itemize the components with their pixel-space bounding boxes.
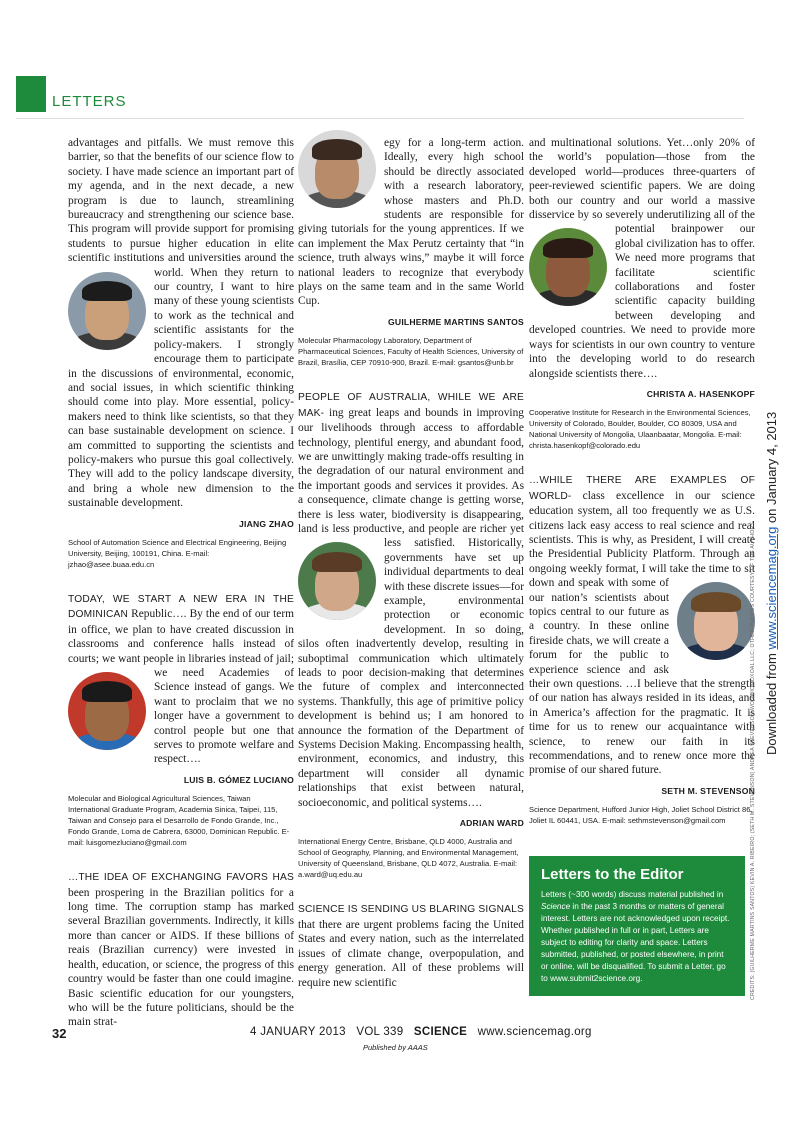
letters-info-box	[529, 856, 745, 996]
letter-lead-in: SCIENCE IS SENDING US BLARING SIGNALS	[298, 904, 524, 916]
author-byline: ADRIAN WARD	[459, 818, 524, 829]
column-2	[298, 136, 524, 990]
letter-text: less satisfied. Historically, governments have set up individual departments to deal with these discrete issues—for example, environmental protection or economic development. In so doing, silos often inadvertently develop, resulting in suboptimal communication which ultimately leads to poor decision-making that determines the future of complex and interconnected systems. Thankfully, this age of primitive policy development is behind us; I am honored to announce the formation of the Department of Systems Decision Making. Encompassing health, environment, economics, and industry, this department will consider all dynamic relationships that exist between natural, socioeconomic, and political systems….	[298, 537, 524, 809]
author-affiliation: Molecular and Biological Agricultural Sciences, Taiwan International Graduate Program, Academia Sinica, Taipei, 115, Taiwan and Consejo para el Desarrollo de Fondo Grande, Inc., Fondo Grande, Loma de Cabrera, 63000, Dominican Republic. E-mail: luisgomezluciano@gmail.com	[68, 794, 290, 848]
author-affiliation: Cooperative Institute for Research in the Environmental Sciences, University of Colorado, Boulder, Boulder, CO 80309, USA and National University of Mongolia, Ulaanbaatar, Mongolia. E-mail: christa.hasenkopf@colorado.edu	[529, 408, 751, 451]
author-affiliation: School of Automation Science and Electrical Engineering, Beijing University, Beijing, 100191, China. E-mail: jzhao@asee.buaa.edu.cn	[68, 537, 287, 569]
letter-text: all of the potential brainpower our global civilization has to offer. We need more programs that facilitate scientific collaborations and foster scientific capacity building between developing and developed countries. We need to provide more ways for scientists in our own country to venture into the developing world to do research alongside scientists there….	[529, 209, 755, 380]
photo-credits: CREDITS: (GUILHERME MARTINS SANTOS) KEVIN A. RIBEIRO; (SETH M. STEVENSON) ANDREA STEVENSON-WON/BIOMOXOAL LLC; OTHER PHOTOS COURTESY OF THE AUTHORS	[750, 521, 756, 1000]
letters-info-title: Letters to the Editor	[541, 866, 684, 883]
author-byline: SETH M. STEVENSON	[661, 785, 755, 796]
letter-text: class excellence in our science education system, all too frequently we as U.S. citizens lack easy access to real science and real scientists. This is why, as President, I will create the Presidential Publicity Platform. Through an ongoing weekly format, I will take the time to sit down and speak with	[529, 489, 755, 590]
letter-lead-in: TODAY, WE START A NEW ERA IN THE DOMINICAN	[68, 593, 294, 621]
author-photo-seth-stevenson	[677, 582, 755, 660]
letter-text: that there are urgent problems facing the United States and every nation, such as the interrelated issues of climate change, overpopulation, and energy generation. All of these problems will require new scientific	[298, 918, 524, 989]
header-divider	[16, 118, 744, 119]
letter-lead-in: …WHILE THERE ARE EXAMPLES OF WORLD-	[529, 475, 755, 502]
section-marker	[16, 76, 46, 112]
letter-text: need Academies of Science instead of gangs. We want to proclaim that we no longer have a government to control people but one that serves to promote welfare and respect….	[154, 667, 294, 766]
author-affiliation: Science Department, Hufford Junior High, Joliet School District 86, Joliet IL 60441, USA. E-mail: sethmstevenson@gmail.com	[529, 805, 753, 826]
letter-text: ing great leaps and bounds in improving our livelihoods through access to affordable technology, plentiful energy, and abundant food, we are unwittingly making trade-offs resulting in the degradation of our natural environment and the important goods and services it provides. As a consequence, climate change is getting worse, there is less water, biodiversity is disappearing, land is less productive, and people are richer yet	[298, 406, 524, 535]
letter-text: egy for a long-term action. Ideally, every high school should be directly associated with a research laboratory, whose masters and Ph.D. students are responsible for giving tutorials for the young apprentices. If we can implement the Max Perutz certainty that “in science, truth always wins,” maybe it will force national leaders to recognize that everybody plays on the same team and in the same World Cup.	[298, 137, 524, 308]
author-photo-jiang-zhao	[68, 272, 146, 350]
author-byline: LUIS B. GÓMEZ LUCIANO	[183, 774, 294, 785]
author-byline: JIANG ZHAO	[239, 518, 294, 529]
issue-info: 4 JANUARY 2013 VOL 339 SCIENCE www.sciencemag.org	[250, 1026, 592, 1038]
section-title: LETTERS	[52, 93, 127, 110]
author-affiliation: Molecular Pharmacology Laboratory, Department of Pharmaceutical Sciences, Faculty of Health Sciences, University of Brazil, Brasília, CEP 70910-900, Brazil. E-mail: gsantos@unb.br	[298, 336, 524, 368]
letter-text: Republic…. By the end of our term in office, we plan to have created discussion in classrooms and conference halls instead of courts; we want people in libraries instead of jail; we	[68, 608, 294, 679]
author-affiliation: International Energy Centre, Brisbane, QLD 4000, Australia and School of Geography, Planning, and Environmental Management, University of Queensland, Brisbane, QLD 4072, Australia. E-mail: a.ward@uq.edu.au	[298, 837, 519, 880]
column-1	[68, 136, 294, 1030]
letter-text: been prospering in the Brazilian politics for a long time. The corruption stamp has marked several Brazilian governments. Indirectly, it kills more than cancer or AIDS. If these billions of reais (Brazilian currency) were invested in health, education, or science, the progress of this country would be faster than one could imagine. Basic scientific education for our youngsters, who will be the future politicians, should be the main strat-	[68, 886, 294, 1029]
letter-text: some of our nation’s scientists about topics central to our future as a country. In these online fireside chats, we will create a forum for the public to experience science and ask their own questions. …I believe that the strength of our nation has always resided in its ideas, and in America’s affection for the pragmatic. It is time for us to renew our acquaintance with science, to renew our faith in its recommendations, and to renew once more the promise of our shared future.	[529, 577, 755, 777]
letter-text: return to our country, I want to hire many of these young scientists to work as the technical and scientific assistants for the policy-makers. I strongly encourage them to participate in the discussions of environmental, economic, and social issues, in which scientific thinking should come into play. More essential, policy-makers need to think like scientists, so that they can base sustainable development on science. I am committed to supporting the scientists and policy-makers who pursue this goal collectively. They will add to the policy landscape diversity, and bring a whole new dimension to the sustainable development.	[68, 266, 294, 510]
author-photo-guilherme-santos	[298, 130, 376, 208]
author-byline: CHRISTA A. HASENKOPF	[646, 388, 755, 399]
author-photo-luis-gomez	[68, 672, 146, 750]
letter-lead-in: …THE IDEA OF EXCHANGING FAVORS HAS	[68, 872, 294, 884]
author-byline: GUILHERME MARTINS SANTOS	[388, 316, 524, 327]
column-3	[529, 136, 755, 826]
download-notice: Downloaded from www.sciencemag.org on January 4, 2013	[764, 411, 779, 755]
author-photo-christa-hasenkopf	[529, 228, 607, 306]
author-photo-adrian-ward	[298, 542, 376, 620]
page-number: 32	[52, 1026, 67, 1041]
letters-info-text: Letters (~300 words) discuss material published in Science in the past 3 months or matters of general interest. Letters are not acknowledged upon receipt. Whether published in full or in part, Letters are subject to editing for clarity and space. Letters submitted, published, or posted elsewhere, in print or online, will be disqualified. To submit a Letter, go to www.submit2science.org.	[541, 890, 730, 983]
letter-lead-in: PEOPLE OF AUSTRALIA, WHILE WE ARE MAK-	[298, 392, 524, 419]
letter-text: and multinational solutions. Yet…only 20% of the world’s population—those from the developed world—produces three-quarters of peer-reviewed scientific papers. We are doing both our country and our world a massive disservice by so severely underutilizing	[529, 137, 755, 222]
letter-text: advantages and pitfalls. We must remove this barrier, so that the benefits of our science flow to society. I have made science an important part of my agenda, and in the next decade, a new program is due to launch, streamlining bureaucracy and strengthening our science base. This program will provide support for promising students to pursue higher education in elite scientific institutions and universities around the world. When they	[68, 137, 294, 279]
publisher-line: Published by AAAS	[363, 1043, 428, 1052]
sciencemag-link[interactable]: www.sciencemag.org	[764, 526, 779, 650]
